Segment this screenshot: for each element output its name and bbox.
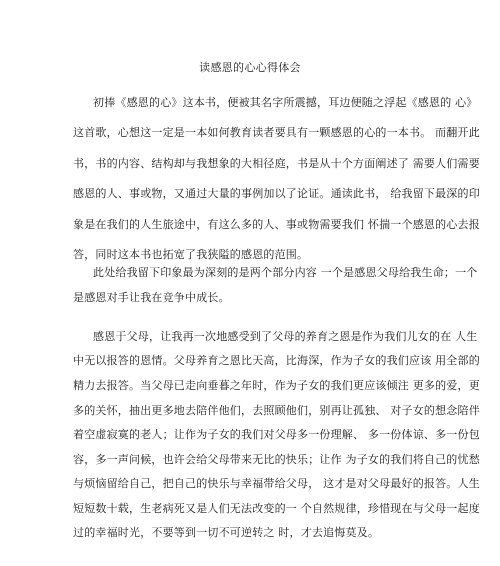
paragraph-3-line-1: 感恩于父母，让我再一次地感受到了父母的养育之恩是作为我们儿女的在 人生 <box>93 330 478 343</box>
paragraph-1-line-3: 书，书的内容、结构却与我想象的大相径庭，书是从十个方面阐述了 需要人们需要 <box>73 157 480 170</box>
paragraph-3-line-9: 过的幸福时光，不要等到一切不可逆转之 时，才去追悔莫及。 <box>73 526 380 539</box>
paragraph-3-line-7: 与烦恼留给自己，把自己的快乐与幸福带给父母， 这才是对父母最好的报答。人生 <box>73 477 480 490</box>
document-title: 读感恩的心心得体会 <box>199 61 301 74</box>
paragraph-1-line-5: 象是在我们的人生旅途中，有这么多的人、事或物需要我们 怀揣一个感恩的心去报 <box>73 218 480 231</box>
paragraph-2-line-2: 是感恩对手让我在竞争中成长。 <box>73 291 230 304</box>
paragraph-3-line-3: 精力去报答。当父母已走向垂暮之年时，作为子女的我们更应该倾注 更多的爱，更 <box>73 379 480 392</box>
paragraph-3-line-2: 中无以报答的恩情。父母养育之恩比天高，比海深，作为子女的我们应该 用全部的 <box>73 354 480 367</box>
paragraph-3-line-6: 容，多一声问候，也许会给父母带来无比的快乐；让作 为子女的我们将自己的忧愁 <box>73 453 480 466</box>
paragraph-1-line-2: 这首歌，心想这一定是一本如何教育读者要具有一颗感恩的心的一本书。 而翻开此 <box>73 126 480 139</box>
paragraph-1-line-4: 感恩的人、事或物，又通过大量的事例加以了论证。通读此书， 给我留下最深的印 <box>73 187 480 200</box>
paragraph-1-line-6: 答，同时这本书也拓宽了我狭隘的感恩的范围。 <box>73 248 309 261</box>
paragraph-3-line-8: 短短数十载，生老病死又是人们无法改变的一 个自然规律，珍惜现在与父母一起度 <box>73 502 480 515</box>
paragraph-3-line-5: 着空虚寂寞的老人；让作为子女的我们对父母多一份理解、 多一份体谅、多一份包 <box>73 428 480 441</box>
paragraph-1-line-1: 初捧《感恩的心》这本书，便被其名字所震撼，耳边便随之浮起《感恩的 心》 <box>93 96 478 109</box>
paragraph-2-line-1: 此处给我留下印象最为深刻的是两个部分内容 一个是感恩父母给我生命；一个 <box>93 266 478 279</box>
paragraph-3-line-4: 多的关怀，抽出更多地去陪伴他们，去照顾他们，别再让孤独、 对子女的想念陪伴 <box>73 404 480 417</box>
